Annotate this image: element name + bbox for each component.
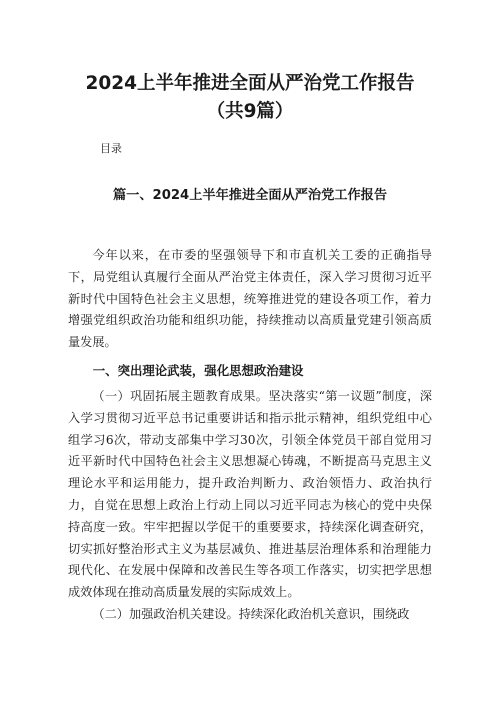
chapter-title: 篇一、2024上半年推进全面从严治党工作报告 bbox=[112, 188, 388, 203]
section-heading-1: 一、突出理论武装，强化思想政治建设 bbox=[92, 362, 304, 378]
item-paragraph-1: （一）巩固拓展主题教育成果。坚决落实“第一议题”制度，深入学习贯彻习近平总书记重要讲话和指示批示精神，组织党组中心组学习6次，带动支部集中学习30次，引领全体党员干部自觉用习近平新时代中国特色社会主义思想凝心铸魂，不断提高马克思主义理论水平和运用能力，提升政治判断力、政治领悟力、政治执行力，自觉在思想上政治上行动上同以习近平同志为核心的党中央保持高度一致。牢牢把握以学促干的重要要求，持续深化调查研究，切实抓好整治形式主义为基层减负、推进基层治理体系和治理能力现代化、在发展中保障和改善民生等各项工作落实，切实把学思想成效体现在推动高质量发展的实际成效上。 bbox=[68, 388, 432, 600]
toc-label[interactable]: 目录 bbox=[100, 142, 122, 155]
document-title: 2024上半年推进全面从严治党工作报告（共9篇） bbox=[85, 73, 415, 122]
item-paragraph-2: （二）加强政治机关建设。持续深化政治机关意识，围绕政 bbox=[92, 606, 410, 621]
intro-paragraph: 今年以来，在市委的坚强领导下和市直机关工委的正确指导下，局党组认真履行全面从严治党主体责任，深入学习贯彻习近平新时代中国特色社会主义思想，统筹推进党的建设各项工作，着力增强党组织政治功能和组织功能，持续推动以高质量党建引领高质量发展。 bbox=[68, 248, 432, 350]
